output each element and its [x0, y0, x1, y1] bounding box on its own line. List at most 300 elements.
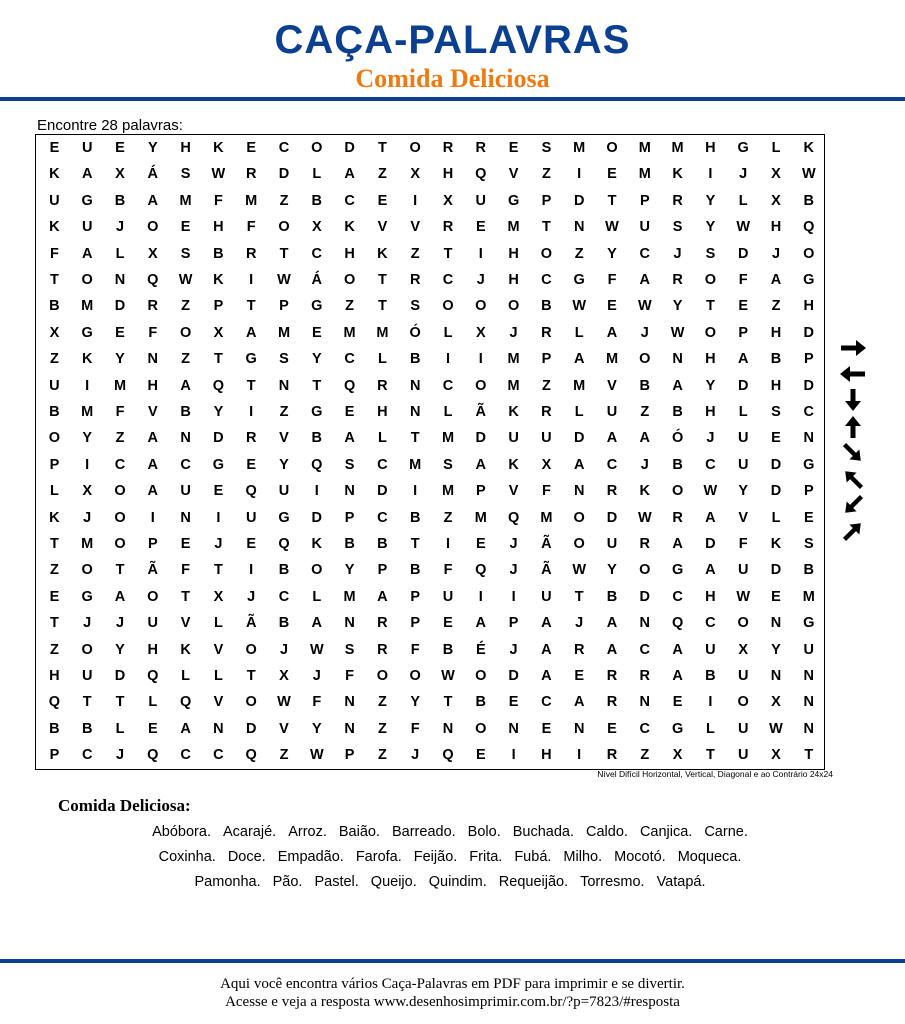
- grid-letter[interactable]: Ó: [409, 324, 421, 341]
- grid-letter[interactable]: P: [508, 615, 519, 632]
- grid-letter[interactable]: D: [573, 192, 585, 209]
- grid-letter[interactable]: Z: [377, 166, 387, 183]
- grid-letter[interactable]: U: [49, 377, 60, 394]
- grid-letter[interactable]: B: [114, 192, 126, 209]
- grid-letter[interactable]: M: [671, 140, 684, 156]
- grid-letter[interactable]: X: [771, 166, 781, 183]
- grid-letter[interactable]: O: [311, 562, 323, 579]
- grid-letter[interactable]: F: [49, 245, 59, 262]
- grid-letter[interactable]: N: [213, 720, 224, 737]
- grid-letter[interactable]: K: [49, 166, 60, 183]
- grid-letter[interactable]: P: [639, 192, 650, 209]
- grid-letter[interactable]: E: [672, 694, 683, 711]
- grid-letter[interactable]: E: [738, 298, 749, 315]
- grid-letter[interactable]: L: [181, 668, 191, 684]
- grid-letter[interactable]: R: [245, 245, 257, 262]
- grid-letter[interactable]: D: [114, 668, 126, 684]
- grid-letter[interactable]: P: [213, 298, 224, 315]
- grid-letter[interactable]: A: [475, 615, 487, 632]
- grid-letter[interactable]: R: [442, 219, 454, 236]
- grid-letter[interactable]: D: [475, 430, 487, 447]
- grid-letter[interactable]: L: [49, 483, 59, 500]
- grid-letter[interactable]: A: [573, 694, 585, 711]
- grid-letter[interactable]: O: [475, 377, 487, 394]
- grid-letter[interactable]: F: [181, 562, 191, 579]
- grid-letter[interactable]: C: [278, 588, 290, 605]
- grid-letter[interactable]: N: [508, 720, 519, 737]
- grid-letter[interactable]: H: [180, 140, 191, 156]
- grid-letter[interactable]: G: [507, 192, 520, 209]
- grid-letter[interactable]: E: [246, 456, 257, 473]
- grid-letter[interactable]: J: [476, 272, 485, 288]
- grid-letter[interactable]: Z: [377, 720, 387, 737]
- grid-letter[interactable]: H: [508, 272, 519, 288]
- grid-letter[interactable]: A: [672, 377, 683, 394]
- grid-letter[interactable]: T: [213, 351, 223, 368]
- grid-letter[interactable]: B: [770, 351, 782, 368]
- grid-letter[interactable]: L: [213, 615, 223, 632]
- grid-letter[interactable]: O: [573, 536, 585, 552]
- grid-letter[interactable]: C: [377, 456, 388, 473]
- grid-letter[interactable]: W: [572, 562, 587, 579]
- grid-letter[interactable]: W: [605, 219, 619, 236]
- grid-letter[interactable]: Y: [344, 562, 355, 579]
- grid-letter[interactable]: A: [573, 351, 585, 368]
- grid-letter[interactable]: S: [672, 219, 683, 236]
- grid-letter[interactable]: C: [541, 272, 552, 288]
- grid-letter[interactable]: T: [377, 298, 387, 315]
- grid-letter[interactable]: D: [737, 245, 749, 262]
- grid-letter[interactable]: W: [441, 668, 455, 684]
- grid-letter[interactable]: Z: [279, 192, 289, 209]
- grid-letter[interactable]: N: [409, 377, 421, 394]
- grid-letter[interactable]: A: [606, 641, 618, 658]
- grid-letter[interactable]: N: [573, 219, 585, 236]
- grid-letter[interactable]: D: [770, 562, 782, 579]
- grid-letter[interactable]: A: [81, 245, 93, 262]
- grid-letter[interactable]: I: [577, 166, 582, 183]
- grid-letter[interactable]: U: [705, 641, 716, 658]
- grid-letter[interactable]: A: [344, 430, 355, 447]
- grid-letter[interactable]: S: [344, 456, 355, 473]
- grid-letter[interactable]: N: [803, 694, 815, 711]
- grid-letter[interactable]: N: [278, 377, 290, 394]
- grid-letter[interactable]: O: [639, 562, 651, 579]
- grid-letter[interactable]: F: [345, 668, 355, 684]
- grid-letter[interactable]: Y: [115, 351, 125, 368]
- grid-letter[interactable]: T: [246, 377, 256, 394]
- grid-letter[interactable]: O: [704, 324, 717, 341]
- grid-letter[interactable]: C: [705, 456, 716, 473]
- grid-letter[interactable]: A: [541, 668, 552, 684]
- grid-letter[interactable]: D: [245, 720, 257, 737]
- grid-letter[interactable]: E: [508, 140, 519, 156]
- grid-letter[interactable]: O: [147, 219, 159, 236]
- grid-letter[interactable]: E: [147, 720, 158, 737]
- grid-letter[interactable]: U: [737, 456, 749, 473]
- grid-letter[interactable]: M: [245, 192, 258, 209]
- grid-letter[interactable]: R: [377, 615, 388, 632]
- grid-letter[interactable]: X: [82, 483, 93, 500]
- grid-letter[interactable]: F: [607, 272, 617, 288]
- grid-letter[interactable]: Q: [311, 456, 323, 473]
- grid-letter[interactable]: U: [81, 219, 93, 236]
- grid-letter[interactable]: Ã: [475, 404, 487, 420]
- grid-letter[interactable]: T: [213, 562, 223, 579]
- grid-letter[interactable]: K: [672, 166, 683, 183]
- grid-letter[interactable]: K: [639, 483, 651, 500]
- grid-letter[interactable]: U: [81, 140, 93, 156]
- grid-letter[interactable]: H: [442, 166, 454, 183]
- grid-letter[interactable]: E: [574, 668, 585, 684]
- grid-letter[interactable]: H: [147, 641, 159, 658]
- grid-letter[interactable]: D: [311, 509, 323, 526]
- grid-letter[interactable]: N: [442, 720, 454, 737]
- grid-letter[interactable]: Ã: [147, 562, 159, 579]
- grid-letter[interactable]: D: [770, 483, 782, 500]
- grid-letter[interactable]: X: [475, 324, 486, 341]
- grid-letter[interactable]: G: [803, 456, 815, 473]
- grid-letter[interactable]: C: [344, 351, 355, 368]
- grid-letter[interactable]: R: [606, 668, 618, 684]
- grid-letter[interactable]: B: [606, 588, 618, 605]
- grid-letter[interactable]: J: [115, 747, 125, 764]
- grid-letter[interactable]: E: [771, 588, 781, 605]
- grid-letter[interactable]: T: [312, 377, 322, 394]
- grid-letter[interactable]: N: [114, 272, 126, 288]
- grid-letter[interactable]: B: [672, 404, 683, 420]
- grid-letter[interactable]: R: [672, 272, 683, 288]
- grid-letter[interactable]: N: [803, 720, 815, 737]
- grid-letter[interactable]: O: [475, 668, 487, 684]
- grid-letter[interactable]: R: [672, 509, 683, 526]
- grid-letter[interactable]: V: [508, 483, 519, 500]
- grid-letter[interactable]: H: [770, 324, 782, 341]
- grid-letter[interactable]: C: [311, 245, 323, 262]
- grid-letter[interactable]: U: [81, 668, 93, 684]
- grid-letter[interactable]: W: [801, 166, 816, 183]
- grid-letter[interactable]: J: [115, 219, 125, 236]
- grid-letter[interactable]: G: [81, 192, 93, 209]
- grid-letter[interactable]: P: [738, 324, 749, 341]
- grid-letter[interactable]: X: [213, 324, 224, 341]
- grid-letter[interactable]: K: [81, 351, 93, 368]
- grid-letter[interactable]: Z: [771, 298, 781, 315]
- grid-letter[interactable]: U: [737, 668, 749, 684]
- grid-letter[interactable]: V: [279, 720, 289, 737]
- grid-letter[interactable]: C: [606, 456, 618, 473]
- grid-letter[interactable]: C: [377, 509, 388, 526]
- grid-letter[interactable]: H: [49, 668, 60, 684]
- grid-letter[interactable]: A: [606, 615, 618, 632]
- grid-letter[interactable]: F: [213, 192, 223, 209]
- grid-letter[interactable]: Z: [49, 641, 59, 658]
- grid-letter[interactable]: F: [738, 536, 748, 552]
- grid-letter[interactable]: C: [442, 272, 454, 288]
- grid-letter[interactable]: B: [639, 377, 651, 394]
- grid-letter[interactable]: A: [639, 430, 651, 447]
- grid-letter[interactable]: T: [804, 747, 814, 764]
- grid-letter[interactable]: G: [311, 404, 323, 420]
- grid-letter[interactable]: N: [803, 668, 815, 684]
- grid-letter[interactable]: K: [344, 219, 355, 236]
- grid-letter[interactable]: T: [82, 694, 92, 711]
- grid-letter[interactable]: W: [309, 641, 324, 658]
- grid-letter[interactable]: V: [213, 694, 224, 711]
- grid-letter[interactable]: Z: [640, 747, 650, 764]
- grid-letter[interactable]: R: [606, 747, 618, 764]
- grid-letter[interactable]: W: [703, 483, 718, 500]
- grid-letter[interactable]: O: [245, 641, 257, 658]
- grid-letter[interactable]: X: [541, 456, 552, 473]
- grid-letter[interactable]: H: [705, 351, 716, 368]
- grid-letter[interactable]: P: [279, 298, 289, 315]
- grid-letter[interactable]: M: [409, 456, 422, 473]
- grid-letter[interactable]: J: [706, 430, 715, 447]
- grid-letter[interactable]: Z: [181, 351, 191, 368]
- grid-letter[interactable]: R: [377, 641, 388, 658]
- grid-letter[interactable]: O: [606, 140, 618, 156]
- grid-letter[interactable]: H: [147, 377, 159, 394]
- grid-letter[interactable]: E: [607, 166, 617, 183]
- grid-letter[interactable]: R: [442, 140, 454, 156]
- grid-letter[interactable]: Q: [147, 668, 159, 684]
- grid-letter[interactable]: F: [246, 219, 256, 236]
- grid-letter[interactable]: W: [211, 166, 226, 183]
- grid-letter[interactable]: T: [115, 694, 125, 711]
- grid-letter[interactable]: J: [771, 245, 781, 262]
- grid-letter[interactable]: M: [638, 140, 651, 156]
- grid-letter[interactable]: O: [475, 298, 487, 315]
- grid-letter[interactable]: R: [541, 324, 552, 341]
- grid-letter[interactable]: P: [410, 615, 421, 632]
- grid-letter[interactable]: Z: [377, 747, 387, 764]
- grid-letter[interactable]: T: [443, 694, 453, 711]
- grid-letter[interactable]: I: [249, 562, 254, 579]
- grid-letter[interactable]: Ó: [671, 430, 684, 447]
- grid-letter[interactable]: G: [81, 588, 93, 605]
- grid-letter[interactable]: V: [607, 377, 617, 394]
- grid-letter[interactable]: G: [212, 456, 225, 473]
- grid-letter[interactable]: T: [410, 536, 420, 552]
- grid-letter[interactable]: E: [803, 509, 814, 526]
- grid-letter[interactable]: X: [410, 166, 421, 183]
- grid-letter[interactable]: L: [771, 140, 781, 156]
- grid-letter[interactable]: U: [737, 720, 749, 737]
- grid-letter[interactable]: I: [413, 192, 418, 209]
- grid-letter[interactable]: N: [573, 483, 585, 500]
- grid-letter[interactable]: A: [573, 456, 585, 473]
- grid-letter[interactable]: Á: [147, 166, 159, 183]
- grid-letter[interactable]: F: [541, 483, 551, 500]
- grid-letter[interactable]: I: [511, 588, 516, 605]
- grid-letter[interactable]: I: [478, 588, 483, 605]
- grid-letter[interactable]: G: [803, 272, 815, 288]
- grid-letter[interactable]: Q: [803, 219, 815, 236]
- grid-letter[interactable]: L: [574, 324, 584, 341]
- grid-letter[interactable]: A: [705, 509, 716, 526]
- grid-letter[interactable]: B: [672, 456, 683, 473]
- grid-letter[interactable]: V: [377, 219, 388, 236]
- grid-letter[interactable]: T: [574, 588, 584, 605]
- grid-letter[interactable]: Q: [442, 747, 454, 764]
- grid-letter[interactable]: P: [49, 747, 60, 764]
- grid-letter[interactable]: U: [737, 562, 749, 579]
- grid-letter[interactable]: O: [114, 509, 126, 526]
- grid-letter[interactable]: S: [771, 404, 781, 420]
- grid-letter[interactable]: U: [606, 404, 618, 420]
- grid-letter[interactable]: X: [771, 747, 781, 764]
- grid-letter[interactable]: I: [150, 509, 155, 526]
- grid-letter[interactable]: R: [573, 641, 585, 658]
- grid-letter[interactable]: S: [803, 536, 814, 552]
- grid-letter[interactable]: B: [180, 404, 191, 420]
- grid-letter[interactable]: M: [507, 219, 520, 236]
- grid-letter[interactable]: E: [508, 694, 519, 711]
- grid-letter[interactable]: D: [344, 140, 355, 156]
- grid-letter[interactable]: O: [245, 694, 257, 711]
- grid-letter[interactable]: E: [180, 219, 191, 236]
- grid-letter[interactable]: R: [639, 668, 651, 684]
- grid-letter[interactable]: A: [147, 430, 159, 447]
- grid-letter[interactable]: A: [147, 192, 159, 209]
- grid-letter[interactable]: Z: [574, 245, 584, 262]
- grid-letter[interactable]: U: [606, 536, 618, 552]
- grid-letter[interactable]: L: [738, 404, 748, 420]
- grid-letter[interactable]: A: [606, 324, 618, 341]
- grid-letter[interactable]: O: [639, 351, 651, 368]
- grid-letter[interactable]: Z: [541, 377, 551, 394]
- grid-letter[interactable]: C: [541, 694, 552, 711]
- grid-letter[interactable]: O: [409, 668, 421, 684]
- grid-letter[interactable]: A: [245, 324, 257, 341]
- grid-letter[interactable]: U: [278, 483, 290, 500]
- grid-letter[interactable]: C: [705, 615, 716, 632]
- grid-letter[interactable]: U: [49, 192, 60, 209]
- grid-letter[interactable]: O: [278, 219, 290, 236]
- grid-letter[interactable]: V: [279, 430, 289, 447]
- grid-letter[interactable]: X: [771, 694, 781, 711]
- grid-letter[interactable]: Z: [443, 509, 453, 526]
- grid-letter[interactable]: B: [311, 430, 323, 447]
- grid-letter[interactable]: X: [213, 588, 224, 605]
- grid-letter[interactable]: M: [441, 483, 455, 500]
- grid-letter[interactable]: O: [803, 245, 815, 262]
- grid-letter[interactable]: W: [736, 219, 751, 236]
- grid-letter[interactable]: É: [475, 641, 486, 658]
- grid-letter[interactable]: J: [509, 324, 518, 341]
- grid-letter[interactable]: D: [803, 377, 815, 394]
- grid-letter[interactable]: K: [180, 641, 191, 658]
- grid-letter[interactable]: L: [738, 192, 748, 209]
- grid-letter[interactable]: Q: [245, 483, 257, 500]
- grid-letter[interactable]: O: [409, 140, 421, 156]
- grid-letter[interactable]: B: [803, 562, 815, 579]
- grid-letter[interactable]: E: [771, 430, 781, 447]
- grid-letter[interactable]: Y: [705, 377, 716, 394]
- grid-letter[interactable]: T: [49, 272, 59, 288]
- grid-letter[interactable]: D: [377, 483, 388, 500]
- grid-letter[interactable]: X: [443, 192, 453, 209]
- grid-letter[interactable]: U: [180, 483, 191, 500]
- grid-letter[interactable]: J: [247, 588, 256, 605]
- grid-letter[interactable]: B: [278, 562, 290, 579]
- grid-letter[interactable]: L: [312, 166, 322, 183]
- grid-letter[interactable]: E: [607, 720, 617, 737]
- grid-letter[interactable]: B: [803, 192, 815, 209]
- grid-letter[interactable]: I: [445, 351, 450, 368]
- grid-letter[interactable]: W: [637, 509, 652, 526]
- grid-letter[interactable]: P: [475, 483, 486, 500]
- grid-letter[interactable]: L: [443, 404, 453, 420]
- grid-letter[interactable]: C: [81, 747, 93, 764]
- grid-letter[interactable]: J: [640, 456, 649, 473]
- grid-letter[interactable]: O: [81, 272, 93, 288]
- grid-letter[interactable]: Q: [507, 509, 520, 526]
- grid-letter[interactable]: G: [671, 720, 684, 737]
- grid-letter[interactable]: M: [507, 377, 520, 394]
- grid-letter[interactable]: C: [803, 404, 815, 420]
- grid-letter[interactable]: L: [705, 720, 715, 737]
- grid-letter[interactable]: O: [442, 298, 454, 315]
- grid-letter[interactable]: B: [541, 298, 552, 315]
- grid-letter[interactable]: M: [343, 588, 356, 605]
- grid-letter[interactable]: H: [377, 404, 388, 420]
- grid-letter[interactable]: I: [85, 377, 90, 394]
- grid-letter[interactable]: H: [705, 140, 716, 156]
- grid-letter[interactable]: Z: [279, 404, 289, 420]
- grid-letter[interactable]: R: [606, 694, 618, 711]
- grid-letter[interactable]: E: [115, 324, 125, 341]
- grid-letter[interactable]: Q: [671, 615, 684, 632]
- grid-letter[interactable]: U: [803, 641, 815, 658]
- grid-letter[interactable]: T: [541, 219, 551, 236]
- grid-letter[interactable]: E: [49, 588, 60, 605]
- grid-letter[interactable]: O: [311, 140, 323, 156]
- grid-letter[interactable]: B: [409, 509, 421, 526]
- grid-letter[interactable]: S: [279, 351, 289, 368]
- grid-letter[interactable]: Y: [82, 430, 93, 447]
- grid-letter[interactable]: J: [509, 641, 518, 658]
- grid-letter[interactable]: L: [377, 430, 387, 447]
- grid-letter[interactable]: F: [148, 324, 158, 341]
- grid-letter[interactable]: Y: [311, 720, 322, 737]
- grid-letter[interactable]: I: [249, 404, 254, 420]
- grid-letter[interactable]: A: [344, 166, 355, 183]
- grid-letter[interactable]: Y: [607, 245, 617, 262]
- grid-letter[interactable]: U: [541, 430, 552, 447]
- grid-letter[interactable]: Z: [410, 245, 420, 262]
- grid-letter[interactable]: T: [246, 668, 256, 684]
- grid-letter[interactable]: O: [573, 509, 585, 526]
- grid-letter[interactable]: P: [377, 562, 388, 579]
- grid-letter[interactable]: M: [540, 509, 553, 526]
- grid-letter[interactable]: N: [573, 720, 585, 737]
- grid-letter[interactable]: A: [311, 615, 323, 632]
- grid-letter[interactable]: I: [445, 536, 450, 552]
- grid-letter[interactable]: P: [803, 483, 814, 500]
- grid-letter[interactable]: G: [81, 324, 93, 341]
- grid-letter[interactable]: O: [343, 272, 356, 288]
- grid-letter[interactable]: O: [114, 483, 126, 500]
- grid-letter[interactable]: A: [541, 615, 552, 632]
- grid-letter[interactable]: M: [507, 351, 520, 368]
- grid-letter[interactable]: N: [344, 694, 355, 711]
- grid-letter[interactable]: M: [343, 324, 356, 341]
- grid-letter[interactable]: M: [474, 509, 487, 526]
- grid-letter[interactable]: B: [81, 720, 93, 737]
- grid-letter[interactable]: O: [81, 641, 93, 658]
